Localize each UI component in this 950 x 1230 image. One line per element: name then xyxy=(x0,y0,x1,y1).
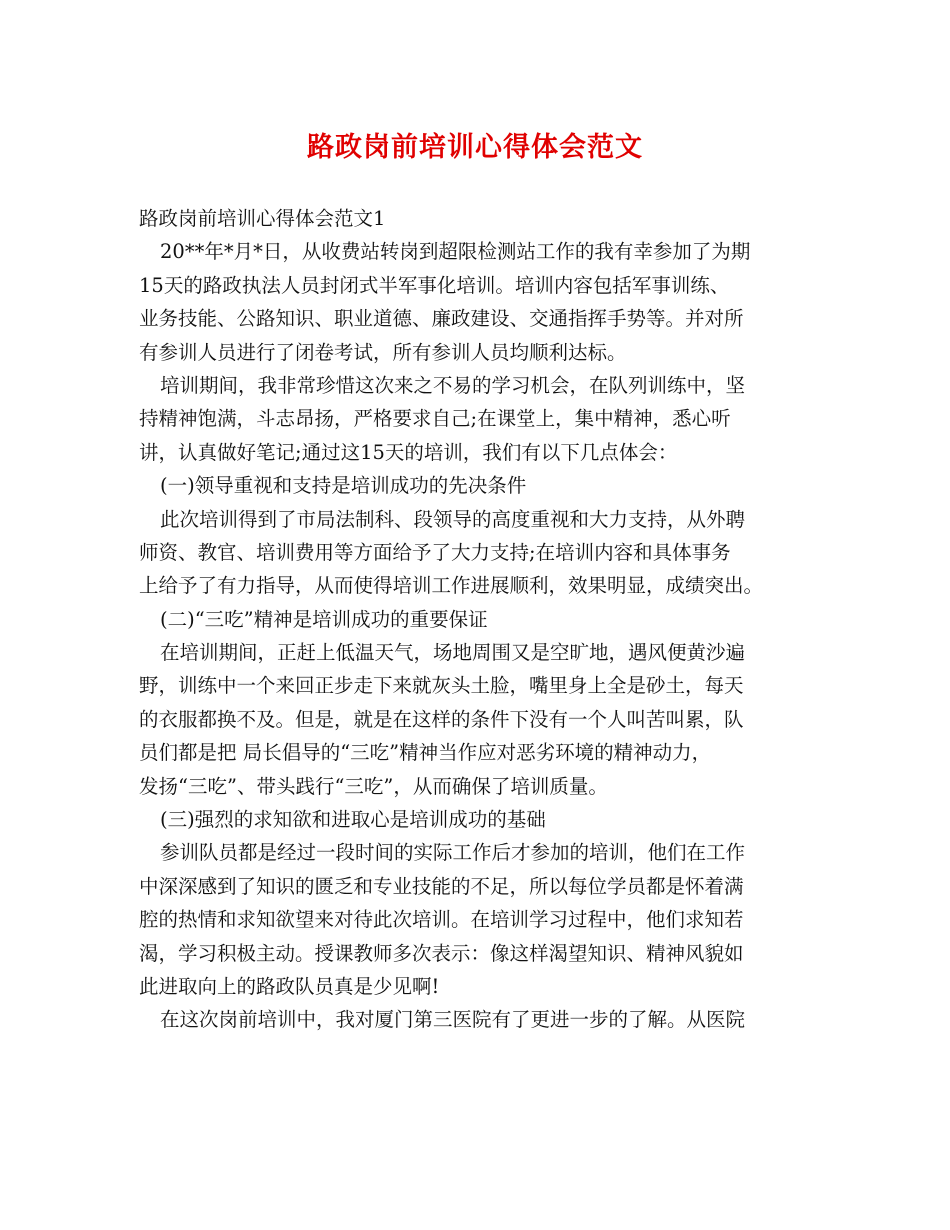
paragraph-line: 参训队员都是经过一段时间的实际工作后才参加的培训，他们在工作 xyxy=(160,841,746,865)
paragraph-line: 有参训人员进行了闭卷考试，所有参训人员均顺利达标。 xyxy=(139,340,627,364)
paragraph-line: 中深深感到了知识的匮乏和专业技能的不足，所以每位学员都是怀着满 xyxy=(139,874,744,898)
paragraph-line: 持精神饱满，斗志昂扬，严格要求自己;在课堂上，集中精神，悉心听 xyxy=(139,407,731,431)
paragraph-line: 上给予了有力指导，从而使得培训工作进展顺利，效果明显，成绩突出。 xyxy=(139,574,764,598)
paragraph-line: 野，训练中一个来回正步走下来就灰头土脸，嘴里身上全是砂土，每天 xyxy=(139,674,744,698)
paragraph-line: 此进取向上的路政队员真是少见啊! xyxy=(139,974,440,998)
paragraph-line: 腔的热情和求知欲望来对待此次培训。在培训学习过程中，他们求知若 xyxy=(139,908,744,932)
subheading: (二)“三吃”精神是培训成功的重要保证 xyxy=(160,607,488,631)
paragraph-line: 讲，认真做好笔记;通过这15天的培训，我们有以下几点体会： xyxy=(139,440,678,464)
section-heading: 路政岗前培训心得体会范文1 xyxy=(139,207,386,230)
paragraph-line: 15天的路政执法人员封闭式半军事化培训。培训内容包括军事训练、 xyxy=(139,273,730,297)
paragraph-line: 师资、教官、培训费用等方面给予了大力支持;在培训内容和具体事务 xyxy=(139,540,731,564)
paragraph-line: 20**年*月*日，从收费站转岗到超限检测站工作的我有幸参加了为期 xyxy=(160,240,751,264)
subheading: (一)领导重视和支持是培训成功的先决条件 xyxy=(160,474,527,498)
paragraph-line: 在这次岗前培训中，我对厦门第三医院有了更进一步的了解。从医院 xyxy=(160,1008,746,1032)
document-body xyxy=(139,202,827,1037)
paragraph-line: 此次培训得到了市局法制科、段领导的高度重视和大力支持，从外聘 xyxy=(160,507,746,531)
paragraph-line: 渴，学习积极主动。授课教师多次表示：像这样渴望知识、精神风貌如 xyxy=(139,941,744,965)
paragraph-line: 培训期间，我非常珍惜这次来之不易的学习机会，在队列训练中，坚 xyxy=(160,373,746,397)
paragraph-line: 发扬“三吃”、带头践行“三吃”，从而确保了培训质量。 xyxy=(139,774,608,798)
paragraph-line: 在培训期间，正赶上低温天气，场地周围又是空旷地，遇风便黄沙遍 xyxy=(160,641,746,665)
paragraph-line: 的衣服都换不及。但是，就是在这样的条件下没有一个人叫苦叫累，队 xyxy=(139,707,744,731)
paragraph-line: 员们都是把 局长倡导的“三吃”精神当作应对恶劣环境的精神动力， xyxy=(139,741,712,765)
paragraph-line: 业务技能、公路知识、职业道德、廉政建设、交通指挥手势等。并对所 xyxy=(139,307,744,331)
subheading: (三)强烈的求知欲和进取心是培训成功的基础 xyxy=(160,808,546,832)
document-title: 路政岗前培训心得体会范文 xyxy=(307,132,643,163)
